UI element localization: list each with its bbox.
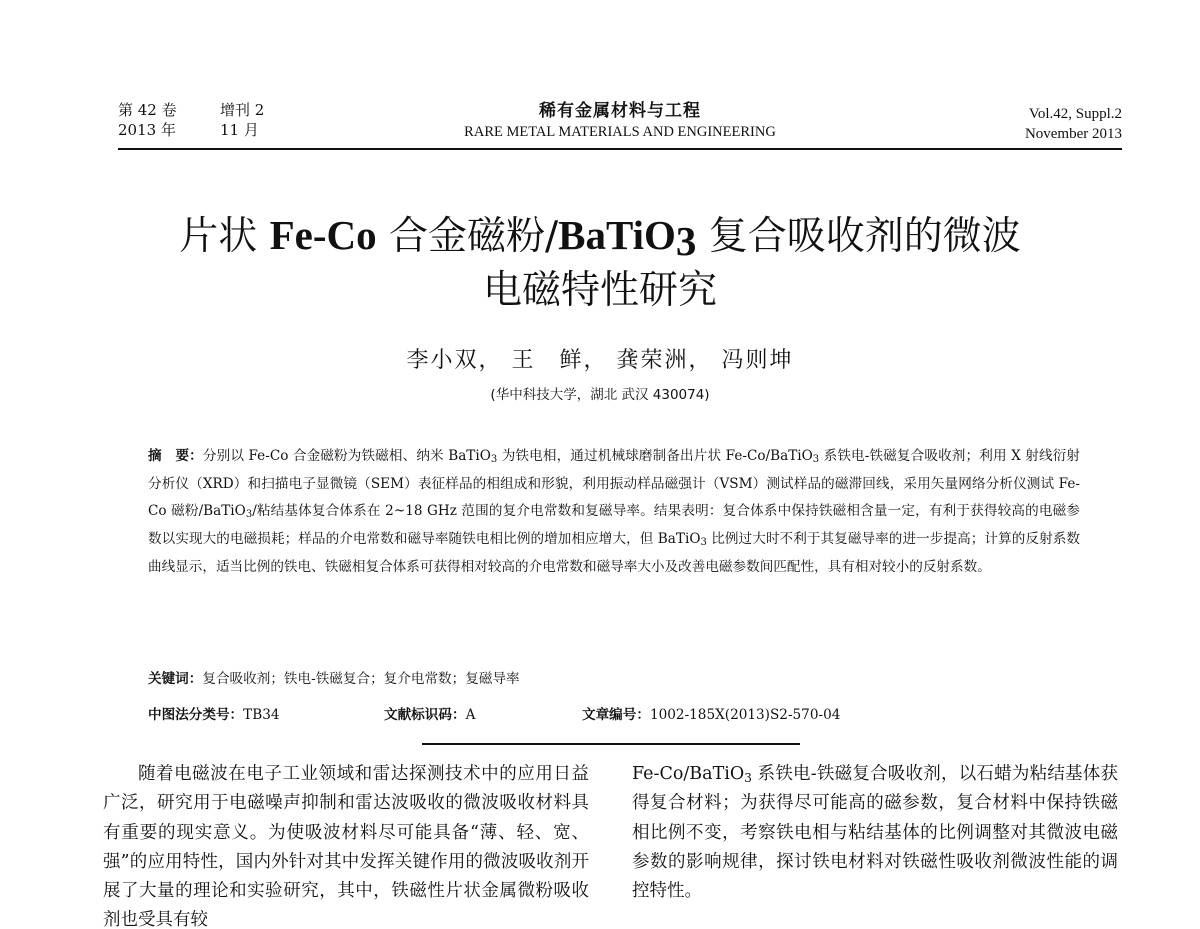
- article-number-group: [582, 703, 840, 727]
- body-text: Fe-Co/BaTiO: [632, 764, 745, 784]
- volume-en: Vol.42, Suppl.2: [1028, 106, 1122, 122]
- authors: 李小双， 王 鲜， 龚荣洲， 冯则坤: [406, 348, 794, 373]
- issue-cn: 增刊 2: [220, 101, 265, 119]
- abstract-text: 系铁电-铁磁复合吸收剂；利用 X 射线衍射分析仪（XRD）和扫描电子显微镜（SEM）表征样品的相组成和形貌，利用振动样品磁强计（VSM）测试样品的磁滞回线，采用矢量网络分析仪测试 Fe-Co 磁粉/BaTiO: [148, 448, 1081, 520]
- abstract-text: /粘结基体复合体系在 2~18 GHz 范围的复介电常数和复磁导率。结果表明：复合体系中保持铁磁相含量一定，有利于获得较高的电磁参数以实现大的电磁损耗；样品的介电常数和磁导率随铁电相比例的增加相应增大，但 BaTiO: [148, 503, 1080, 548]
- clc-label: 中图法分类号：: [148, 707, 244, 723]
- title-line-2: 电磁特性研究: [482, 268, 717, 313]
- abstract-text: 比例过大时不利于其复磁导率的进一步提高；计算的反射系数曲线显示，适当比例的铁电、铁磁相复合体系可获得相对较高的介电常数和磁导率大小及改善电磁参数间匹配性，具有相对较小的反射系数。: [148, 531, 1080, 575]
- title-part: 复合吸收剂的微波: [696, 214, 1021, 259]
- body-column-right: [632, 760, 1118, 920]
- article-number-label: 文章编号：: [582, 707, 650, 723]
- body-text: 系铁电-铁磁复合吸收剂，以石蜡为粘结基体获得复合材料；为获得尽可能高的磁参数，复合材料中保持铁磁相比例不变，考察铁电相与粘结基体的比例调整对其微波电磁参数的影响规律，探讨铁电材料对铁磁性吸收剂微波性能的调控特性。: [632, 764, 1118, 902]
- keywords-label: 关键词：: [148, 671, 203, 687]
- title-part: Fe-Co: [269, 212, 377, 258]
- paper-title: [0, 208, 1200, 318]
- abstract-subscript: 3: [700, 537, 707, 549]
- title-part: 合金磁粉/: [376, 214, 559, 259]
- journal-header: [118, 100, 1122, 150]
- doc-code-label: 文献标识码：: [384, 707, 466, 723]
- title-part: BaTiO: [558, 212, 676, 258]
- clc-value: TB34: [243, 707, 280, 723]
- body-paragraph: [632, 760, 1118, 906]
- abstract-text: 为铁电相，通过机械球磨制备出片状 Fe-Co/BaTiO: [497, 448, 813, 464]
- abstract-subscript: 3: [245, 509, 253, 521]
- body-subscript: 3: [744, 771, 752, 785]
- date-en: November 2013: [1024, 126, 1122, 142]
- month-cn: 11 月: [220, 121, 259, 139]
- title-line-1: [0, 208, 1200, 264]
- year-cn: 2013 年: [118, 121, 176, 139]
- abstract-subscript: 3: [812, 454, 820, 465]
- section-divider: [422, 743, 800, 745]
- header-center: [118, 100, 1122, 142]
- keywords-text: 复合吸收剂；铁电-铁磁复合；复介电常数；复磁导率: [202, 671, 520, 687]
- clc-group: [148, 703, 280, 727]
- header-right: [1025, 104, 1122, 144]
- title-subscript: 3: [675, 218, 697, 264]
- abstract-text: 分别以 Fe-Co 合金磁粉为铁磁相、纳米 BaTiO: [202, 448, 491, 464]
- body-paragraph: 随着电磁波在电子工业领域和雷达探测技术中的应用日益广泛，研究用于电磁噪声抑制和雷达波吸收的微波吸收材料具有重要的现实意义。为使吸波材料尽可能具备“薄、轻、宽、强”的应用特性，国内外针对其中发挥关键作用的微波吸收剂开展了大量的理论和实验研究，其中，铁磁性片状金属微粉吸收剂也受具有较: [103, 764, 589, 929]
- keywords: [148, 667, 1080, 691]
- journal-name-cn: 稀有金属材料与工程: [539, 101, 701, 121]
- abstract: [148, 443, 1080, 582]
- doc-code-value: A: [465, 707, 476, 723]
- abstract-label: 摘 要：: [148, 448, 203, 464]
- article-number-value: 1002-185X(2013)S2-570-04: [649, 707, 841, 723]
- journal-name-en: RARE METAL MATERIALS AND ENGINEERING: [464, 124, 776, 140]
- affiliation: (华中科技大学，湖北 武汉 430074): [490, 387, 710, 403]
- doc-code-group: [384, 703, 475, 727]
- title-part: 片状: [179, 214, 270, 259]
- body-column-left: [103, 760, 589, 929]
- volume-cn: 第 42 卷: [118, 101, 177, 119]
- abstract-subscript: 3: [490, 454, 498, 465]
